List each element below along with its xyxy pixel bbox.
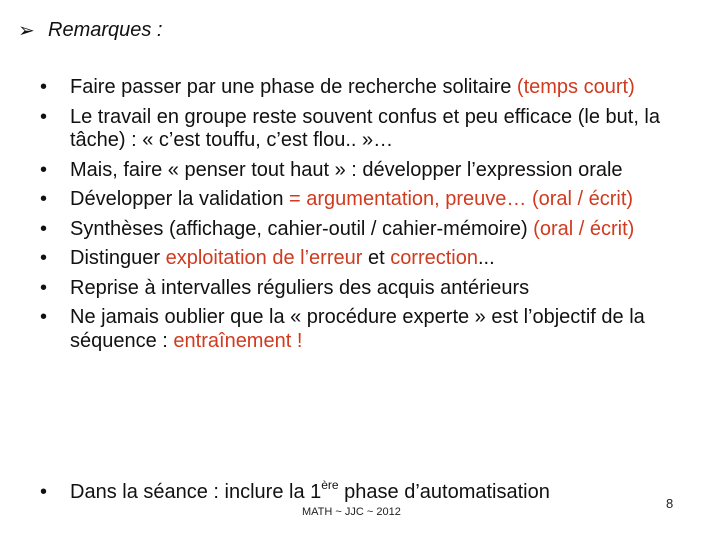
list-item xyxy=(40,159,690,183)
highlighted-text: (temps court) xyxy=(516,76,635,98)
heading-text: Remarques : xyxy=(48,19,163,41)
list-item xyxy=(40,106,690,153)
bullet-dot: • xyxy=(40,158,48,181)
list-item xyxy=(40,76,690,100)
final-bullet-text-before: Dans la séance : inclure la 1 xyxy=(70,481,322,503)
list-item xyxy=(40,277,690,301)
bullet-dot: • xyxy=(40,188,48,210)
bullet-dot: • xyxy=(40,306,48,328)
list-item xyxy=(40,218,690,242)
highlighted-text: = argumentation, preuve… (oral / écrit) xyxy=(289,188,634,210)
final-bullet xyxy=(40,473,550,504)
item-text: Le travail en groupe reste souvent confus et peu efficace (le but, la tâche) : « c’est touffu, c’est flou.. »… xyxy=(70,105,660,151)
slide-footer: MATH ~ JJC ~ 2012 xyxy=(302,506,401,518)
page-number: 8 xyxy=(666,496,674,511)
item-text: Développer la validation xyxy=(70,188,290,210)
item-text: Faire passer par une phase de recherche solitaire xyxy=(70,76,517,98)
list-item xyxy=(40,247,690,271)
item-text: Distinguer xyxy=(70,247,166,269)
highlighted-text: correction xyxy=(390,247,478,269)
bullet-dot: • xyxy=(40,481,48,503)
item-text: ... xyxy=(478,247,495,269)
final-bullet-text-after: phase d’automatisation xyxy=(338,481,550,503)
highlighted-text: (oral / écrit) xyxy=(533,217,635,240)
slide-heading xyxy=(18,18,163,43)
bullet-dot: • xyxy=(40,247,48,269)
arrow-bullet-icon: ➢ xyxy=(18,20,35,42)
list-item xyxy=(40,306,690,353)
bullet-dot: • xyxy=(40,276,48,299)
item-text: Mais, faire « penser tout haut » : développer l’expression orale xyxy=(70,158,623,181)
highlighted-text: exploitation de l’erreur xyxy=(165,247,363,269)
bullet-dot: • xyxy=(40,76,48,98)
remarks-list xyxy=(40,76,690,359)
item-text: Ne jamais oublier que la « procédure experte » est l’objectif de la séquence : xyxy=(70,306,645,352)
item-text: Reprise à intervalles réguliers des acquis antérieurs xyxy=(70,276,530,299)
bullet-dot: • xyxy=(40,105,48,128)
highlighted-text: entraînement ! xyxy=(173,329,303,352)
item-text: et xyxy=(362,247,391,269)
bullet-dot: • xyxy=(40,217,48,240)
list-item xyxy=(40,188,690,212)
final-bullet-superscript: ère xyxy=(321,478,339,492)
item-text: Synthèses (affichage, cahier-outil / cahier-mémoire) xyxy=(70,217,534,240)
